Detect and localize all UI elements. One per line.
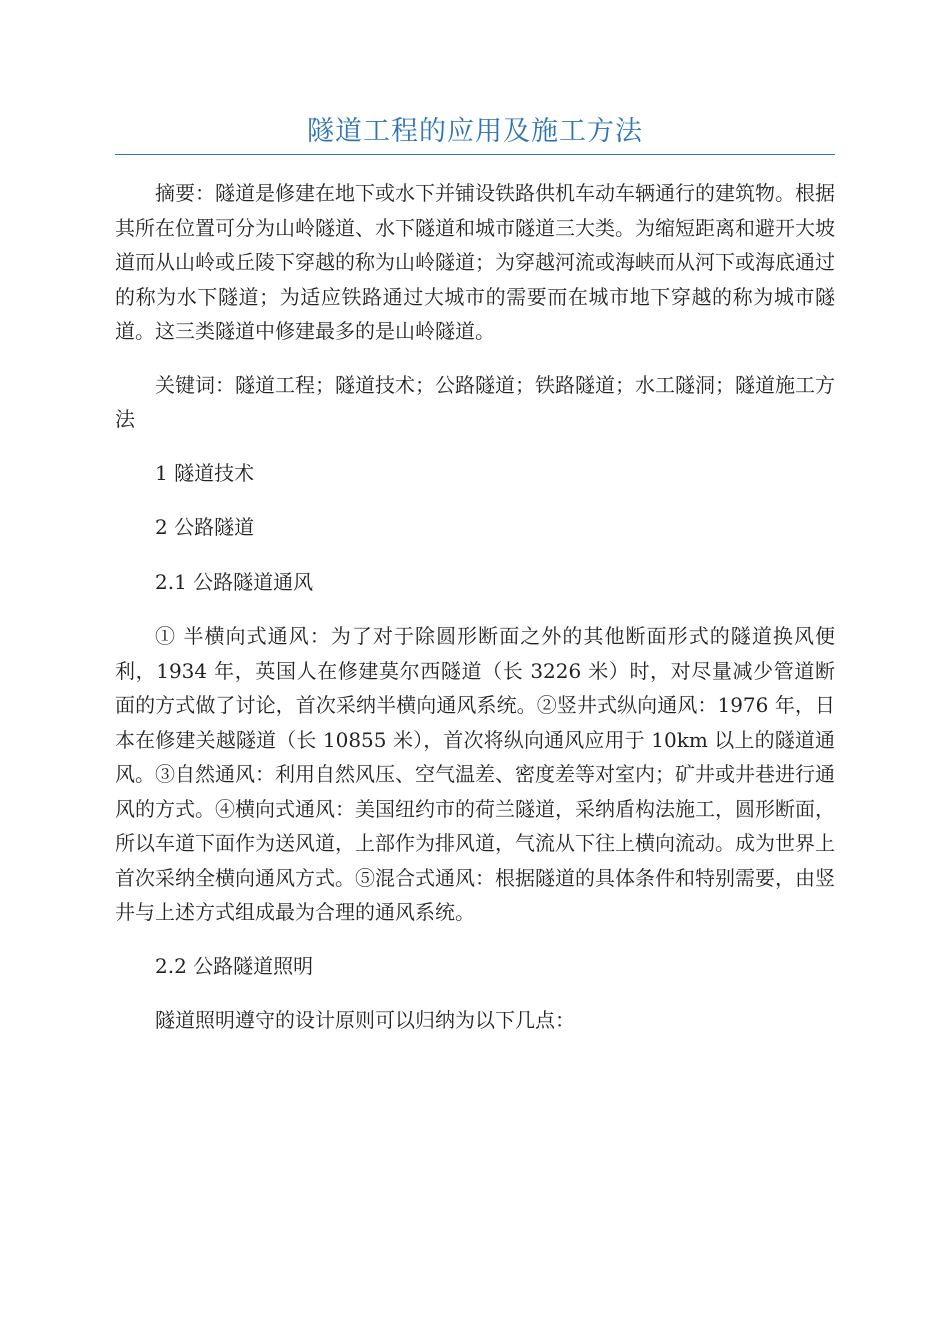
abstract-paragraph: 摘要：隧道是修建在地下或水下并铺设铁路供机车动车辆通行的建筑物。根据其所在位置可分为山岭隧道、水下隧道和城市隧道三大类。为缩短距离和避开大坡道而从山岭或丘陵下穿越的称为山岭隧道；为穿越河流或海峡而从河下或海底通过的称为水下隧道；为适应铁路通过大城市的需要而在城市地下穿越的称为城市隧道。这三类隧道中修建最多的是山岭隧道。 xyxy=(115,181,835,343)
document-body xyxy=(115,176,835,1057)
section-heading-1: 1 隧道技术 xyxy=(155,460,255,485)
section-heading-2-2: 2.2 公路隧道照明 xyxy=(155,953,314,978)
keywords-paragraph: 关键词：隧道工程；隧道技术；公路隧道；铁路隧道；水工隧洞；隧道施工方法 xyxy=(115,372,835,431)
lighting-intro-paragraph: 隧道照明遵守的设计原则可以归纳为以下几点： xyxy=(155,1008,575,1032)
section-heading-2-1: 2.1 公路隧道通风 xyxy=(155,569,314,594)
ventilation-paragraph: ① 半横向式通风：为了对于除圆形断面之外的其他断面形式的隧道换风便利，1934 年，英国人在修建莫尔西隧道（长 3226 米）时，对尽量减少管道断面的方式做了讨论，首次采纳半横向通风系统。②竖井式纵向通风：1976 年，日本在修建关越隧道（长 10855 米），首次将纵向通风应用于 10km 以上的隧道通风。③自然通风：利用自然风压、空气温差、密度差等对室内；矿井或井巷进行通风的方式。④横向式通风：美国纽约市的荷兰隧道，采纳盾构法施工，圆形断面，所以车道下面作为送风道，上部作为排风道，气流从下往上横向流动。成为世界上首次采纳全横向通风方式。⑤混合式通风：根据隧道的具体条件和特别需要，由竖井与上述方式组成最为合理的通风系统。 xyxy=(115,624,835,924)
section-heading-2: 2 公路隧道 xyxy=(155,515,255,539)
document-title: 隧道工程的应用及施工方法 xyxy=(307,116,643,147)
title-underline xyxy=(115,154,835,155)
